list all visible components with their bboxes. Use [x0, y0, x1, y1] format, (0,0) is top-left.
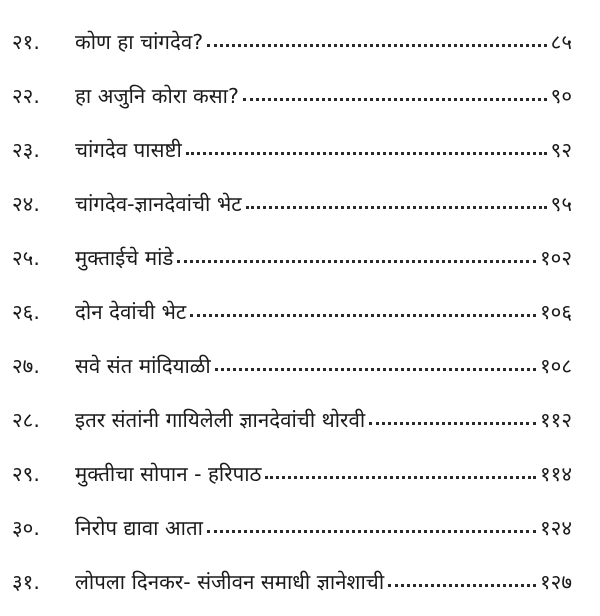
toc-entry — [0, 346, 600, 400]
toc-entry-page: १२७ — [540, 570, 572, 594]
dot-leader — [388, 584, 536, 587]
toc-entry-number: २८. — [12, 408, 40, 432]
toc-entry — [0, 454, 600, 508]
toc-entry — [0, 130, 600, 184]
toc-entry-number: ३१. — [12, 570, 40, 594]
toc-entry-number: २४. — [12, 192, 40, 216]
toc-entry — [0, 76, 600, 130]
dot-leader — [207, 530, 536, 533]
toc-entry-title: मुक्तीचा सोपान - हरिपाठ — [75, 462, 262, 486]
dot-leader — [246, 206, 547, 209]
dot-leader — [369, 422, 536, 425]
dot-leader — [177, 260, 536, 263]
dot-leader — [207, 44, 547, 47]
toc-entry-number: २२. — [12, 84, 40, 108]
dot-leader — [190, 314, 536, 317]
toc-entry-title: कोण हा चांगदेव? — [75, 30, 204, 54]
toc-entry — [0, 184, 600, 238]
toc-entry — [0, 292, 600, 346]
toc-entry-page: ८५ — [550, 30, 572, 54]
toc-entry — [0, 508, 600, 562]
toc-entry-page: ९२ — [550, 138, 572, 162]
toc-entry-title: मुक्ताईचे मांडे — [75, 246, 174, 270]
dot-leader — [243, 98, 547, 101]
dot-leader — [215, 368, 536, 371]
toc-entry-number: २९. — [12, 462, 40, 486]
toc-entry-title: चांगदेव पासष्टी — [75, 138, 182, 162]
toc-entry-title: लोपला दिनकर- संजीवन समाधी ज्ञानेशाची — [75, 570, 385, 594]
toc-entry-title: दोन देवांची भेट — [75, 300, 187, 324]
toc-entry-page: १०२ — [540, 246, 572, 270]
toc-entry-title: इतर संतांनी गायिलेली ज्ञानदेवांची थोरवी — [75, 408, 366, 432]
toc-entry — [0, 562, 600, 616]
toc-entry-number: २३. — [12, 138, 40, 162]
toc-entry — [0, 400, 600, 454]
toc-entry-title: चांगदेव-ज्ञानदेवांची भेट — [75, 192, 242, 216]
toc-entry-title: सवे संत मांदियाळी — [75, 354, 211, 378]
toc-entry-page: १२४ — [540, 516, 572, 540]
toc-entry-page: ११२ — [540, 408, 572, 432]
toc-entry-number: २५. — [12, 246, 40, 270]
table-of-contents — [0, 22, 600, 616]
toc-entry-number: ३०. — [12, 516, 40, 540]
toc-entry-page: ९० — [550, 84, 572, 108]
toc-entry-number: २६. — [12, 300, 40, 324]
toc-entry-number: २१. — [12, 30, 40, 54]
dot-leader — [265, 476, 536, 479]
toc-entry-number: २७. — [12, 354, 40, 378]
toc-entry-page: १०८ — [540, 354, 572, 378]
dot-leader — [186, 152, 547, 155]
toc-entry-page: ११४ — [540, 462, 572, 486]
toc-entry-page: ९५ — [550, 192, 572, 216]
toc-entry-title: निरोप द्यावा आता — [75, 516, 203, 540]
toc-entry-title: हा अजुनि कोरा कसा? — [75, 84, 239, 108]
toc-entry — [0, 22, 600, 76]
toc-entry — [0, 238, 600, 292]
toc-entry-page: १०६ — [540, 300, 572, 324]
